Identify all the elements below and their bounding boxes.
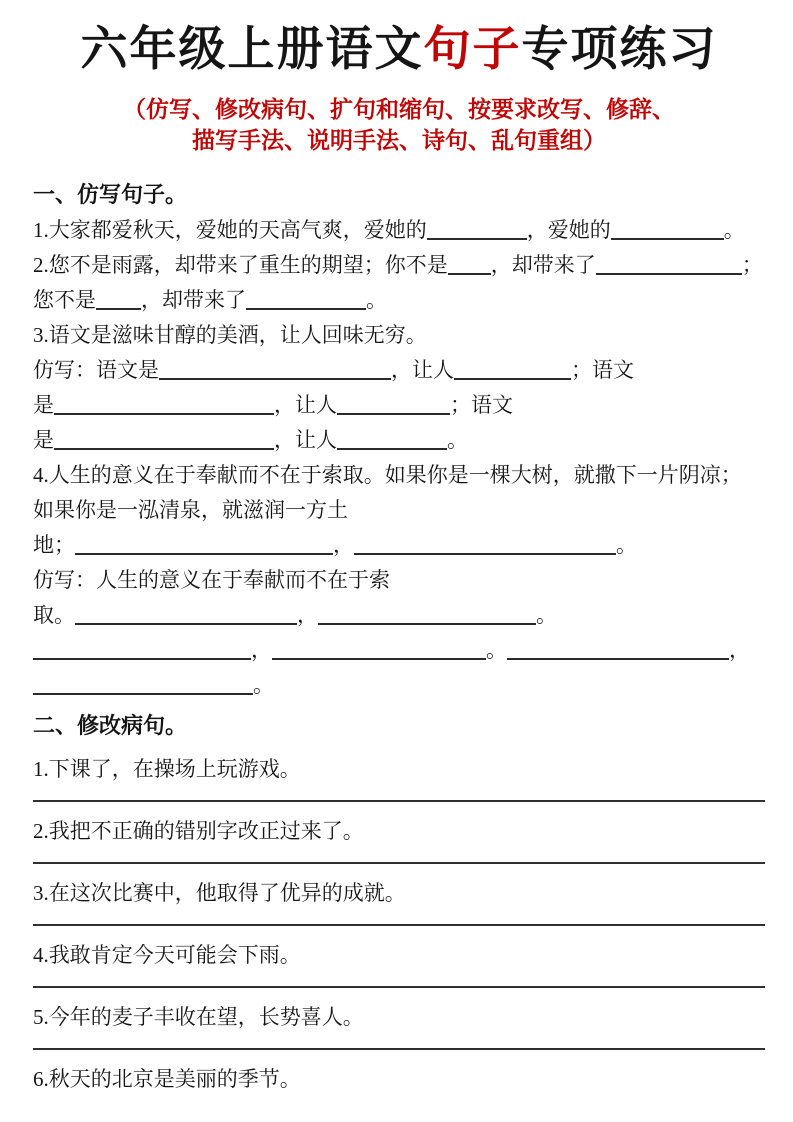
answer-line xyxy=(33,1048,765,1050)
fill-blank xyxy=(75,535,333,555)
fill-blank xyxy=(611,220,724,240)
text-segment: 仿写：语文是 xyxy=(33,358,159,382)
title-post: 专项练习 xyxy=(521,24,718,76)
fill-blank xyxy=(96,290,141,310)
fill-blank xyxy=(54,430,274,450)
section2-heading: 二、修改病句。 xyxy=(33,713,188,738)
text-segment: 。 xyxy=(366,288,387,312)
fill-blank xyxy=(318,605,536,625)
s1-q4-stem2: 如果你是一泓清泉，就滋润一方土 xyxy=(33,498,348,522)
text-segment: ，却带来了 xyxy=(490,253,596,277)
text-segment: 。 xyxy=(723,218,745,242)
subtitle-line-1: （仿写、修改病句、扩句和缩句、按要求改写、修辞、 xyxy=(123,97,675,122)
s1-q2-line2 xyxy=(33,289,765,311)
fill-blank xyxy=(596,255,742,275)
fill-blank xyxy=(337,430,447,450)
fix-item-5 xyxy=(33,1006,765,1050)
fix-item-2 xyxy=(33,820,765,864)
fix-item-1 xyxy=(33,758,765,802)
text-segment: ；语文 xyxy=(450,393,513,417)
fix-sentence: 5.今年的麦子丰收在望，长势喜人。 xyxy=(33,1005,364,1029)
fill-blank xyxy=(337,395,450,415)
s1-q3-line3 xyxy=(33,429,765,451)
title-pre: 六年级上册语文 xyxy=(80,24,424,76)
fill-blank xyxy=(54,395,274,415)
text-segment: 。 xyxy=(447,428,468,452)
subtitle xyxy=(33,94,765,156)
text-segment: 地； xyxy=(33,533,75,557)
s1-q4-line2 xyxy=(33,604,765,626)
text-segment: ，却带来了 xyxy=(141,288,246,312)
text-segment: ， xyxy=(297,603,318,627)
fill-blank xyxy=(354,535,616,555)
text-segment: ； xyxy=(741,253,763,277)
title-highlight: 句子 xyxy=(423,24,522,76)
text-segment: ，让人 xyxy=(274,393,337,417)
fix-sentence: 6.秋天的北京是美丽的季节。 xyxy=(33,1067,301,1091)
fix-sentence: 1.下课了，在操场上玩游戏。 xyxy=(33,757,301,781)
fill-blank xyxy=(75,605,297,625)
fill-blank xyxy=(272,640,486,660)
text-segment: 1.大家都爱秋天，爱她的天高气爽，爱她的 xyxy=(33,218,427,242)
s1-q4-line3 xyxy=(33,639,765,661)
answer-line xyxy=(33,862,765,864)
text-segment: 您不是 xyxy=(33,288,96,312)
fill-blank xyxy=(427,220,527,240)
answer-line xyxy=(33,986,765,988)
text-segment: 是 xyxy=(33,428,54,452)
s1-q1-line xyxy=(33,219,765,241)
section1-heading: 一、仿写句子。 xyxy=(33,182,188,207)
s1-q4-stem1: 4.人生的意义在于奉献而不在于索取。如果你是一棵大树，就撒下一片阴凉； xyxy=(33,463,742,487)
s1-q2-line1 xyxy=(33,254,765,276)
s1-q3-line1 xyxy=(33,359,765,381)
fix-item-6 xyxy=(33,1068,765,1090)
fix-sentence: 4.我敢肯定今天可能会下雨。 xyxy=(33,943,301,967)
text-segment: ， xyxy=(333,533,354,557)
fill-blank xyxy=(448,255,491,275)
text-segment: 。 xyxy=(536,603,557,627)
fix-item-3 xyxy=(33,882,765,926)
text-segment: ， xyxy=(729,638,750,662)
fill-blank xyxy=(33,675,253,695)
fill-blank xyxy=(246,290,366,310)
text-segment: ，爱她的 xyxy=(526,218,611,242)
text-segment: 2.您不是雨露，却带来了重生的期望；你不是 xyxy=(33,253,448,277)
subtitle-line-2: 描写手法、说明手法、诗句、乱句重组） xyxy=(192,128,606,153)
text-segment: 取。 xyxy=(33,603,75,627)
fix-sentence: 2.我把不正确的错别字改正过来了。 xyxy=(33,819,364,843)
text-segment: 。 xyxy=(616,533,637,557)
text-segment: ，让人 xyxy=(274,428,337,452)
answer-line xyxy=(33,800,765,802)
fill-blank xyxy=(33,640,251,660)
fix-sentence: 3.在这次比赛中，他取得了优异的成就。 xyxy=(33,881,406,905)
fill-blank xyxy=(454,360,571,380)
s1-q4-line4 xyxy=(33,674,765,696)
fill-blank xyxy=(507,640,729,660)
text-segment: 。 xyxy=(486,638,507,662)
s1-q3-line2 xyxy=(33,394,765,416)
text-segment: ；语文 xyxy=(571,358,634,382)
text-segment: ， xyxy=(251,638,272,662)
text-segment: 。 xyxy=(253,673,274,697)
fill-blank xyxy=(159,360,391,380)
text-segment: ，让人 xyxy=(391,358,454,382)
answer-line xyxy=(33,924,765,926)
fix-item-4 xyxy=(33,944,765,988)
text-segment: 是 xyxy=(33,393,54,417)
page-title xyxy=(33,22,765,78)
s1-q4-mimic: 仿写：人生的意义在于奉献而不在于索 xyxy=(33,568,390,592)
s1-q4-line1 xyxy=(33,534,765,556)
s1-q3-stem: 3.语文是滋味甘醇的美酒，让人回味无穷。 xyxy=(33,323,427,347)
